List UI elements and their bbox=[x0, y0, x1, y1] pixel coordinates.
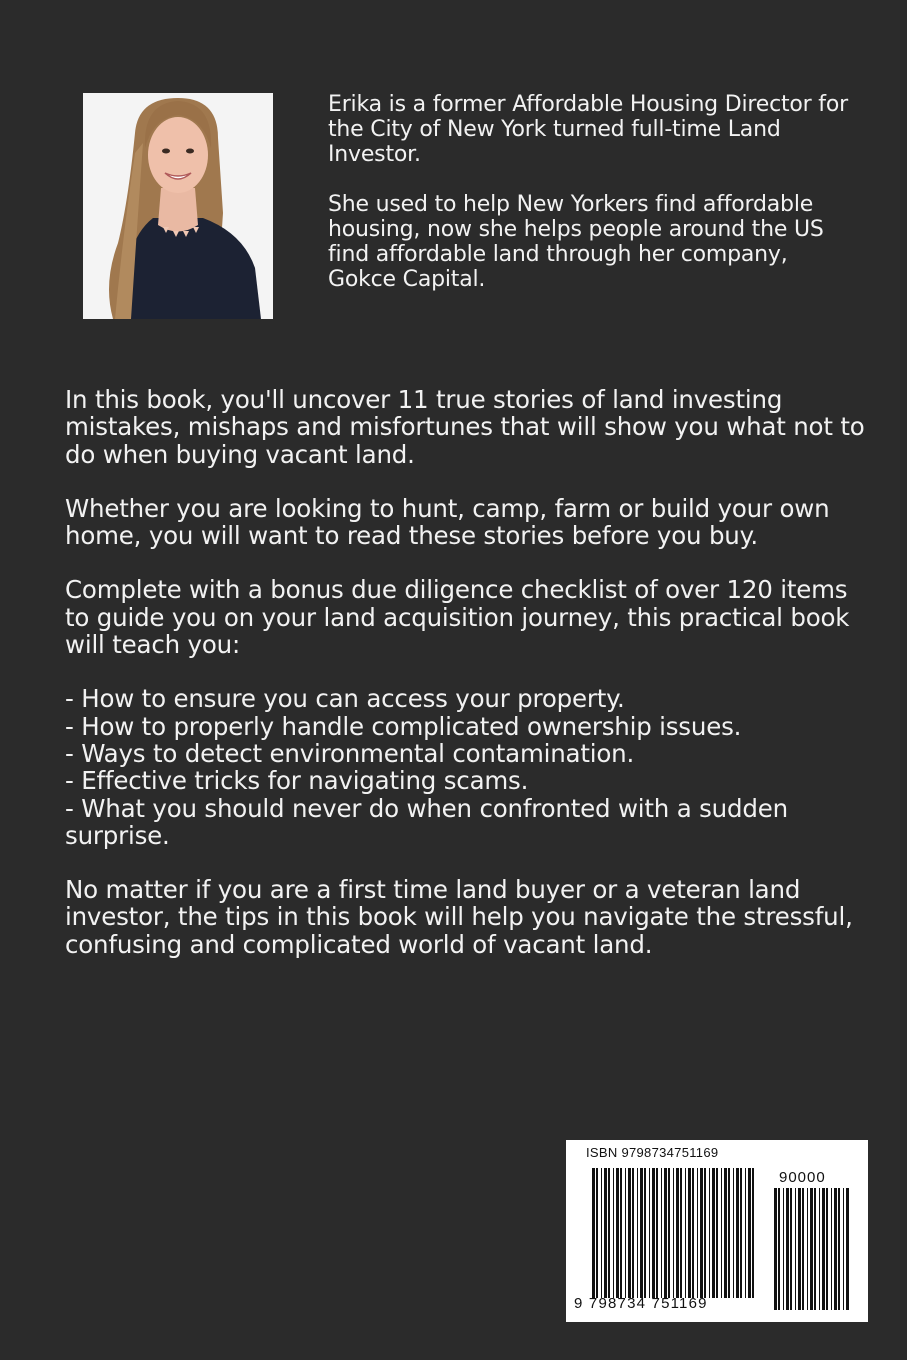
isbn-digits: 9 798734 751169 bbox=[574, 1295, 708, 1312]
list-item: - How to ensure you can access your property. bbox=[65, 684, 625, 714]
list-item: - Ways to detect environmental contamination. bbox=[65, 738, 635, 768]
list-item: - What you should never do when confronted with a sudden surprise. bbox=[65, 793, 788, 850]
list-item: - Effective tricks for navigating scams. bbox=[65, 766, 529, 796]
blurb-checklist: Complete with a bonus due diligence checklist of over 120 items to guide you on your land acquisition journey, this practical book will teach you: bbox=[65, 575, 850, 660]
blurb-audience: Whether you are looking to hunt, camp, farm or build your own home, you will want to read these stories before you buy. bbox=[65, 493, 830, 551]
bio-paragraph: She used to help New Yorkers find affordable housing, now she helps people around the US find affordable land through her company, Gokce Capital. bbox=[328, 192, 824, 292]
author-bio bbox=[328, 92, 858, 317]
lessons-list bbox=[65, 685, 865, 849]
isbn-barcode bbox=[566, 1140, 868, 1322]
bio-paragraph: Erika is a former Affordable Housing Director for the City of New York turned full-time Land Investor. bbox=[328, 92, 848, 167]
list-item: - How to properly handle complicated ownership issues. bbox=[65, 711, 742, 741]
blurb-intro: In this book, you'll uncover 11 true stories of land investing mistakes, mishaps and misfortunes that will show you what not to do when buying vacant land. bbox=[65, 385, 865, 469]
isbn-label: ISBN 9798734751169 bbox=[586, 1145, 719, 1160]
price-code: 90000 bbox=[779, 1169, 826, 1186]
author-photo bbox=[83, 93, 273, 319]
blurb-closing: No matter if you are a first time land buyer or a veteran land investor, the tips in this book will help you navigate the stressful, confusing and complicated world of vacant land. bbox=[65, 875, 853, 959]
book-description bbox=[65, 386, 865, 985]
